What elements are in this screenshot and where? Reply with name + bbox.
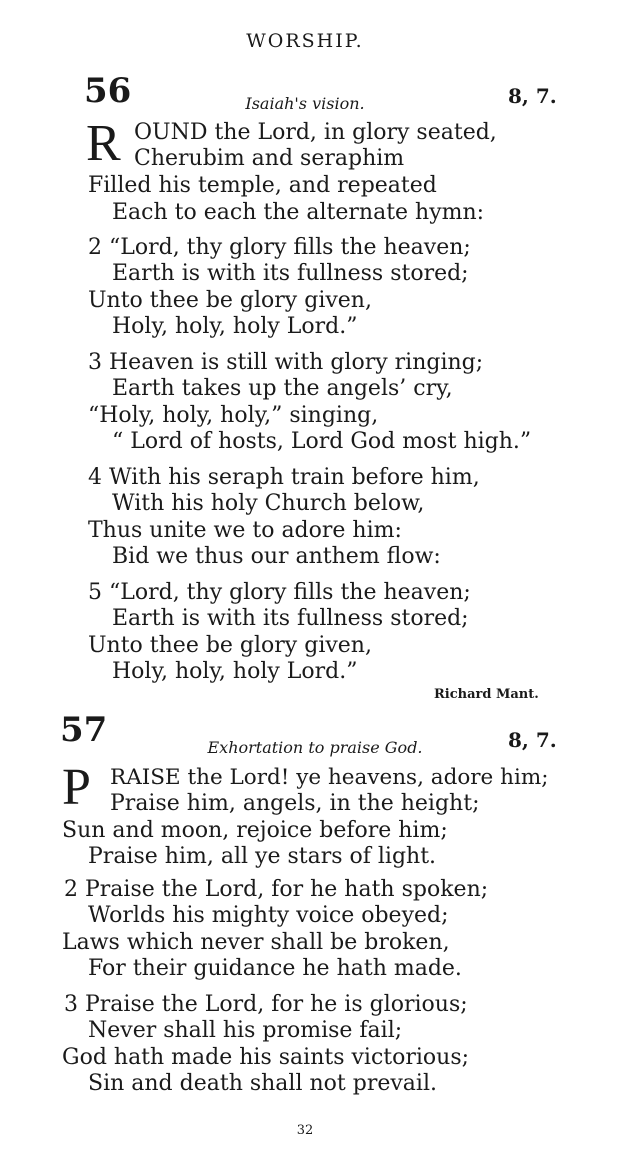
hymn-number: 56 <box>84 71 132 111</box>
hymn-line: With his holy Church below, <box>112 491 425 516</box>
hymn-line: Never shall his promise fail; <box>88 1018 403 1043</box>
hymn-number: 57 <box>60 710 108 750</box>
drop-cap: P <box>62 759 91 816</box>
hymn-line: Sun and moon, rejoice before him; <box>62 818 448 843</box>
hymn-line: Holy, holy, holy Lord.” <box>112 659 358 684</box>
hymn-line: Praise him, all ye stars of light. <box>88 844 437 869</box>
hymn-line: For their guidance he hath made. <box>88 956 462 981</box>
hymn-line: Bid we thus our anthem flow: <box>112 544 441 569</box>
page-number: 32 <box>296 1123 314 1138</box>
hymn-line: Earth takes up the angels’ cry, <box>112 376 453 401</box>
hymn-line: 2 Praise the Lord, for he hath spoken; <box>64 877 489 902</box>
hymn-line: Earth is with its fullness stored; <box>112 606 469 631</box>
hymn-line: Earth is with its fullness stored; <box>112 261 469 286</box>
hymn-line: Filled his temple, and repeated <box>88 173 437 198</box>
hymn-title: Isaiah's vision. <box>245 94 365 113</box>
hymn-meter: 8, 7. <box>508 728 557 752</box>
hymn-line: Thus unite we to adore him: <box>88 518 402 543</box>
hymn-line: OUND the Lord, in glory seated, <box>134 120 497 145</box>
hymn-line: 2 “Lord, thy glory fills the heaven; <box>88 235 471 260</box>
hymn-line: 3 Heaven is still with glory ringing; <box>88 350 484 375</box>
hymn-line: Laws which never shall be broken, <box>62 930 450 955</box>
hymn-line: Cherubim and seraphim <box>134 146 405 171</box>
hymn-line: Sin and death shall not prevail. <box>88 1071 437 1096</box>
hymn-author: Richard Mant. <box>434 687 539 702</box>
hymn-line: Praise him, angels, in the height; <box>110 791 480 816</box>
hymn-line: 3 Praise the Lord, for he is glorious; <box>64 992 468 1017</box>
hymn-line: 5 “Lord, thy glory fills the heaven; <box>88 580 471 605</box>
hymn-line: “Holy, holy, holy,” singing, <box>88 403 379 428</box>
running-head: WORSHIP. <box>246 30 364 52</box>
hymn-line: Each to each the alternate hymn: <box>112 200 485 225</box>
hymn-line: 4 With his seraph train before him, <box>88 465 480 490</box>
hymn-line: Worlds his mighty voice obeyed; <box>88 903 449 928</box>
hymn-line: God hath made his saints victorious; <box>62 1045 470 1070</box>
hymn-line: Holy, holy, holy Lord.” <box>112 314 358 339</box>
drop-cap: R <box>86 115 121 172</box>
hymn-line: Unto thee be glory given, <box>88 633 372 658</box>
hymn-title: Exhortation to praise God. <box>207 738 423 757</box>
hymn-meter: 8, 7. <box>508 84 557 108</box>
hymn-line: RAISE the Lord! ye heavens, adore him; <box>110 765 549 790</box>
hymn-line: “ Lord of hosts, Lord God most high.” <box>112 429 532 454</box>
hymn-line: Unto thee be glory given, <box>88 288 372 313</box>
